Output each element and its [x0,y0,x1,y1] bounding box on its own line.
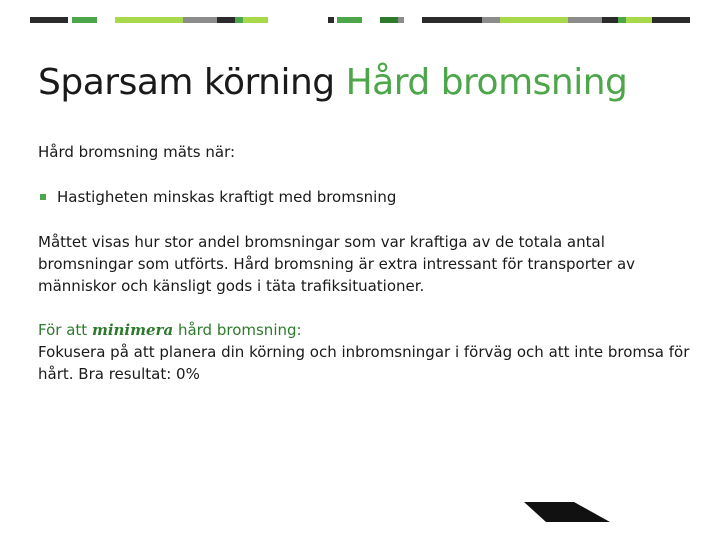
title-main: Sparsam körning [38,62,335,103]
tip-suffix: hård bromsning: [177,321,302,339]
bar-segment [618,17,626,23]
bar-segment [243,17,268,23]
tip-heading [38,319,698,341]
bar-segment [183,17,217,23]
slide-title [38,62,627,103]
bullet-item [38,186,698,208]
bar-segment [626,17,652,23]
bar-segment [568,17,602,23]
tip-block [38,319,698,385]
description-paragraph: Måttet visas hur stor andel bromsningar som var kraftiga av de totala antal bromsningar som utförts. Hård bromsning är extra intressant för transporter av människor och känsligt gods i täta trafiksituationer. [38,233,636,295]
bar-segment [30,17,68,23]
tip-body: Fokusera på att planera din körning och inbromsningar i förväg och att inte bromsa för hårt. Bra resultat: 0% [38,343,690,383]
intro-text: Hård bromsning mäts när: [38,143,236,161]
bar-segment [235,17,243,23]
bar-segment [380,17,398,23]
bar-segment [115,17,183,23]
bar-segment [72,17,97,23]
tip-prefix: För att [38,321,88,339]
bar-segment [337,17,362,23]
bar-segment [482,17,500,23]
bullet-square-icon [40,194,46,200]
tip-emphasis: minimera [91,321,174,339]
bar-segment [422,17,482,23]
bar-segment [602,17,618,23]
logo-icon [524,500,612,524]
bar-segment [328,17,334,23]
bar-segment [398,17,404,23]
bar-segment [652,17,690,23]
bar-segment [217,17,235,23]
bar-segment [500,17,568,23]
bullet-text: Hastigheten minskas kraftigt med bromsning [57,188,397,206]
title-accent: Hård bromsning [345,62,628,103]
